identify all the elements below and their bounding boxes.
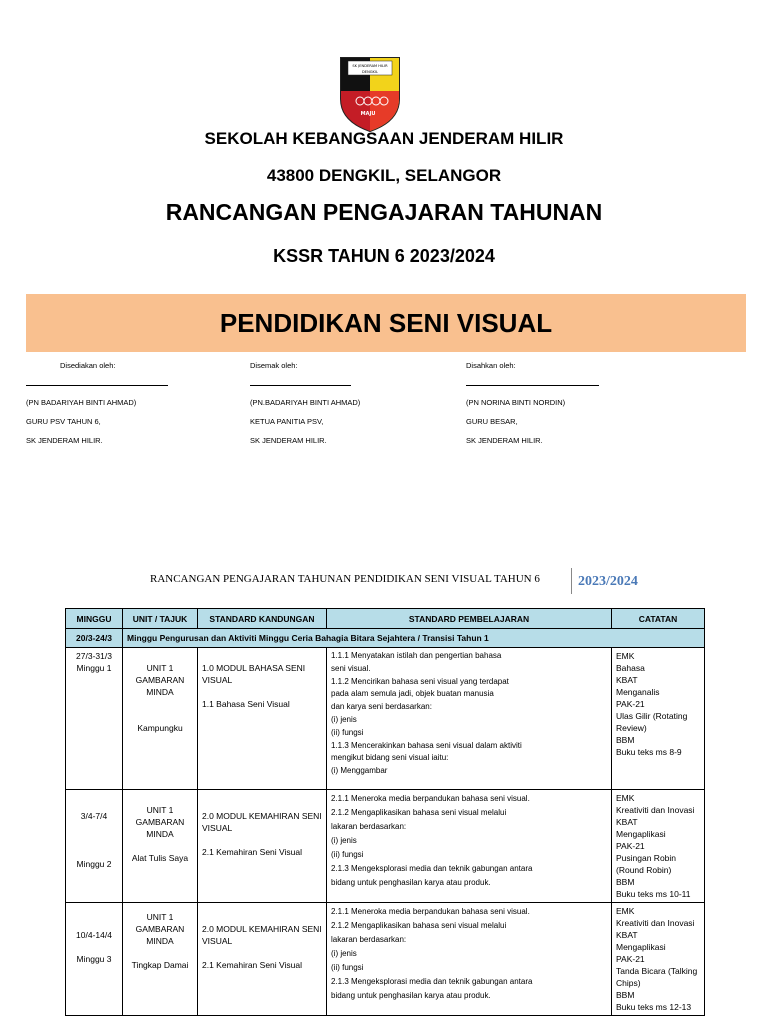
signature-line <box>466 385 599 386</box>
unit-cell: UNIT 1 GAMBARAN MINDA Kampungku <box>123 648 198 790</box>
signature-line <box>26 385 168 386</box>
col-header-unit: UNIT / TAJUK <box>123 609 198 629</box>
subject-banner <box>26 294 746 352</box>
signature-role: GURU PSV TAHUN 6, <box>26 417 101 426</box>
signature-prepared <box>26 361 168 455</box>
table-header-row <box>66 609 705 629</box>
table-row <box>66 790 705 903</box>
plan-title: RANCANGAN PENGAJARAN TAHUNAN <box>165 199 603 225</box>
notes-cell: EMK Kreativiti dan Inovasi KBAT Mengaplikasi PAK-21 Tanda Bicara (Talking Chips) BBM Buku teks ms 12-13 <box>612 903 705 1016</box>
week-cell: 3/4-7/4 Minggu 2 <box>66 790 123 903</box>
subject-title: PENDIDIKAN SENI VISUAL <box>219 308 553 338</box>
management-week-cell: Minggu Pengurusan dan Aktiviti Minggu Ceria Bahagia Bitara Sejahtera / Transisi Tahun 1 <box>123 629 705 648</box>
table-row <box>66 903 705 1016</box>
plan-table <box>65 608 705 1016</box>
learning-standard-cell: 1.1.1 Menyatakan istilah dan pengertian bahasa seni visual. 1.1.2 Mencirikan bahasa seni visual yang terdapat pada alam semula jadi, objek buatan manusia dan karya seni berdasarkan: (i) jenis (ii) fungsi 1.1.3 Mencerakinkan bahasa seni visual dalam aktiviti mengikut bidang seni visual iaitu: (i) Menggambar <box>327 648 612 790</box>
col-header-week: MINGGU <box>66 609 123 629</box>
table-year: 2023/2024 <box>571 568 638 594</box>
school-address: 43800 DENGKIL, SELANGOR <box>266 166 502 185</box>
signature-school: SK JENDERAM HILIR. <box>26 436 103 445</box>
learning-standard-cell: 2.1.1 Meneroka media berpandukan bahasa seni visual. 2.1.2 Mengaplikasikan bahasa seni visual melalui lakaran berdasarkan: (i) jenis (ii) fungsi 2.1.3 Mengeksplorasi media dan teknik gabungan antara bidang untuk penghasilan karya atau produk. <box>327 903 612 1016</box>
unit-cell: UNIT 1 GAMBARAN MINDA Alat Tulis Saya <box>123 790 198 903</box>
table-row <box>66 629 705 648</box>
table-heading: RANCANGAN PENGAJARAN TAHUNAN PENDIDIKAN SENI VISUAL TAHUN 6 <box>150 573 540 585</box>
school-logo <box>338 55 402 133</box>
week-cell: 10/4-14/4 Minggu 3 <box>66 903 123 1016</box>
signature-school: SK JENDERAM HILIR. <box>250 436 327 445</box>
signature-name: (PN NORINA BINTI NORDIN) <box>466 398 566 407</box>
signature-name: (PN.BADARIYAH BINTI AHMAD) <box>250 398 361 407</box>
content-standard-cell: 2.0 MODUL KEMAHIRAN SENI VISUAL 2.1 Kemahiran Seni Visual <box>198 790 327 903</box>
notes-cell: EMK Bahasa KBAT Menganalis PAK-21 Ulas Gilir (Rotating Review) BBM Buku teks ms 8-9 <box>612 648 705 790</box>
signature-line <box>250 385 351 386</box>
signature-role: GURU BESAR, <box>466 417 518 426</box>
content-standard-cell: 1.0 MODUL BAHASA SENI VISUAL 1.1 Bahasa Seni Visual <box>198 648 327 790</box>
col-header-content-standard: STANDARD KANDUNGAN <box>198 609 327 629</box>
svg-text:SK JENDERAM HILIR: SK JENDERAM HILIR <box>352 64 388 68</box>
table-row <box>66 648 705 790</box>
signature-reviewed <box>250 361 361 455</box>
week-cell: 27/3-31/3 Minggu 1 <box>66 648 123 790</box>
learning-standard-cell: 2.1.1 Meneroka media berpandukan bahasa seni visual. 2.1.2 Mengaplikasikan bahasa seni visual melalui lakaran berdasarkan: (i) jenis (ii) fungsi 2.1.3 Mengeksplorasi media dan teknik gabungan antara bidang untuk penghasilan karya atau produk. <box>327 790 612 903</box>
notes-cell: EMK Kreativiti dan Inovasi KBAT Mengaplikasi PAK-21 Pusingan Robin (Round Robin) BBM Buku teks ms 10-11 <box>612 790 705 903</box>
week-cell: 20/3-24/3 <box>66 629 123 648</box>
signature-school: SK JENDERAM HILIR. <box>466 436 543 445</box>
unit-cell: UNIT 1 GAMBARAN MINDA Tingkap Damai <box>123 903 198 1016</box>
col-header-learning-standard: STANDARD PEMBELAJARAN <box>327 609 612 629</box>
signature-role: KETUA PANITIA PSV, <box>250 417 324 426</box>
signature-label: Disahkan oleh: <box>466 361 516 370</box>
svg-text:DENGKIL: DENGKIL <box>362 70 378 74</box>
signature-name: (PN BADARIYAH BINTI AHMAD) <box>26 398 137 407</box>
content-standard-cell: 2.0 MODUL KEMAHIRAN SENI VISUAL 2.1 Kemahiran Seni Visual <box>198 903 327 1016</box>
school-name: SEKOLAH KEBANGSAAN JENDERAM HILIR <box>204 129 564 148</box>
signature-label: Disemak oleh: <box>250 361 298 370</box>
svg-text:MAJU: MAJU <box>360 111 376 117</box>
signature-approved <box>466 361 599 455</box>
signature-label: Disediakan oleh: <box>60 361 116 370</box>
col-header-notes: CATATAN <box>612 609 705 629</box>
kssr-title: KSSR TAHUN 6 2023/2024 <box>273 246 495 266</box>
